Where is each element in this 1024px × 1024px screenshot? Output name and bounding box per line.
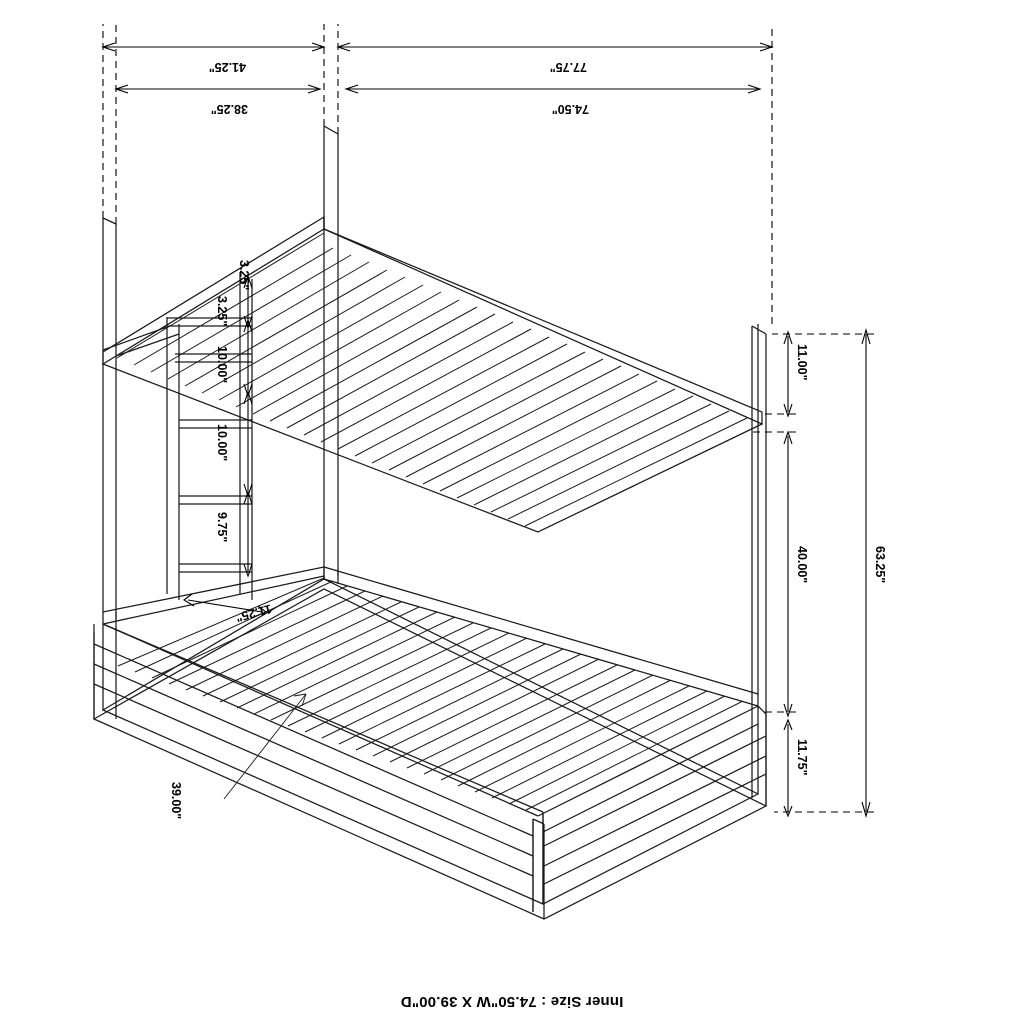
dim-label-overall-length: 77.75" — [549, 60, 587, 74]
dim-label-clearance-between-bunks: 40.00" — [795, 546, 809, 584]
dim-label-lower-bunk-height: 11.00" — [795, 344, 809, 381]
page-title: Inner Size : 74.50"W X 39.00"D — [400, 993, 624, 1010]
dim-label-inner-length: 74.50" — [551, 102, 589, 116]
bed-structure — [94, 126, 766, 919]
dim-label-overall-height: 63.25" — [873, 546, 887, 584]
dim-label-mattress-depth: 39.00" — [169, 782, 183, 820]
dim-label-ladder-top-rung: 9.75" — [215, 512, 229, 543]
dim-label-ladder-offset: 11.25" — [234, 601, 274, 625]
dim-label-guard-rail-height: 11.75" — [795, 739, 809, 776]
dim-label-ladder-bottom-rung-1: 3.25" — [215, 296, 229, 327]
dim-label-overall-depth: 41.25" — [208, 60, 246, 74]
dim-label-ladder-rung-spacing-2: 10.00" — [215, 346, 229, 384]
dim-label-inner-depth: 38.25" — [210, 102, 248, 116]
dim-label-ladder-bottom-rung-2: 3.25" — [237, 260, 251, 291]
dim-label-ladder-rung-spacing-1: 10.00" — [215, 424, 229, 462]
